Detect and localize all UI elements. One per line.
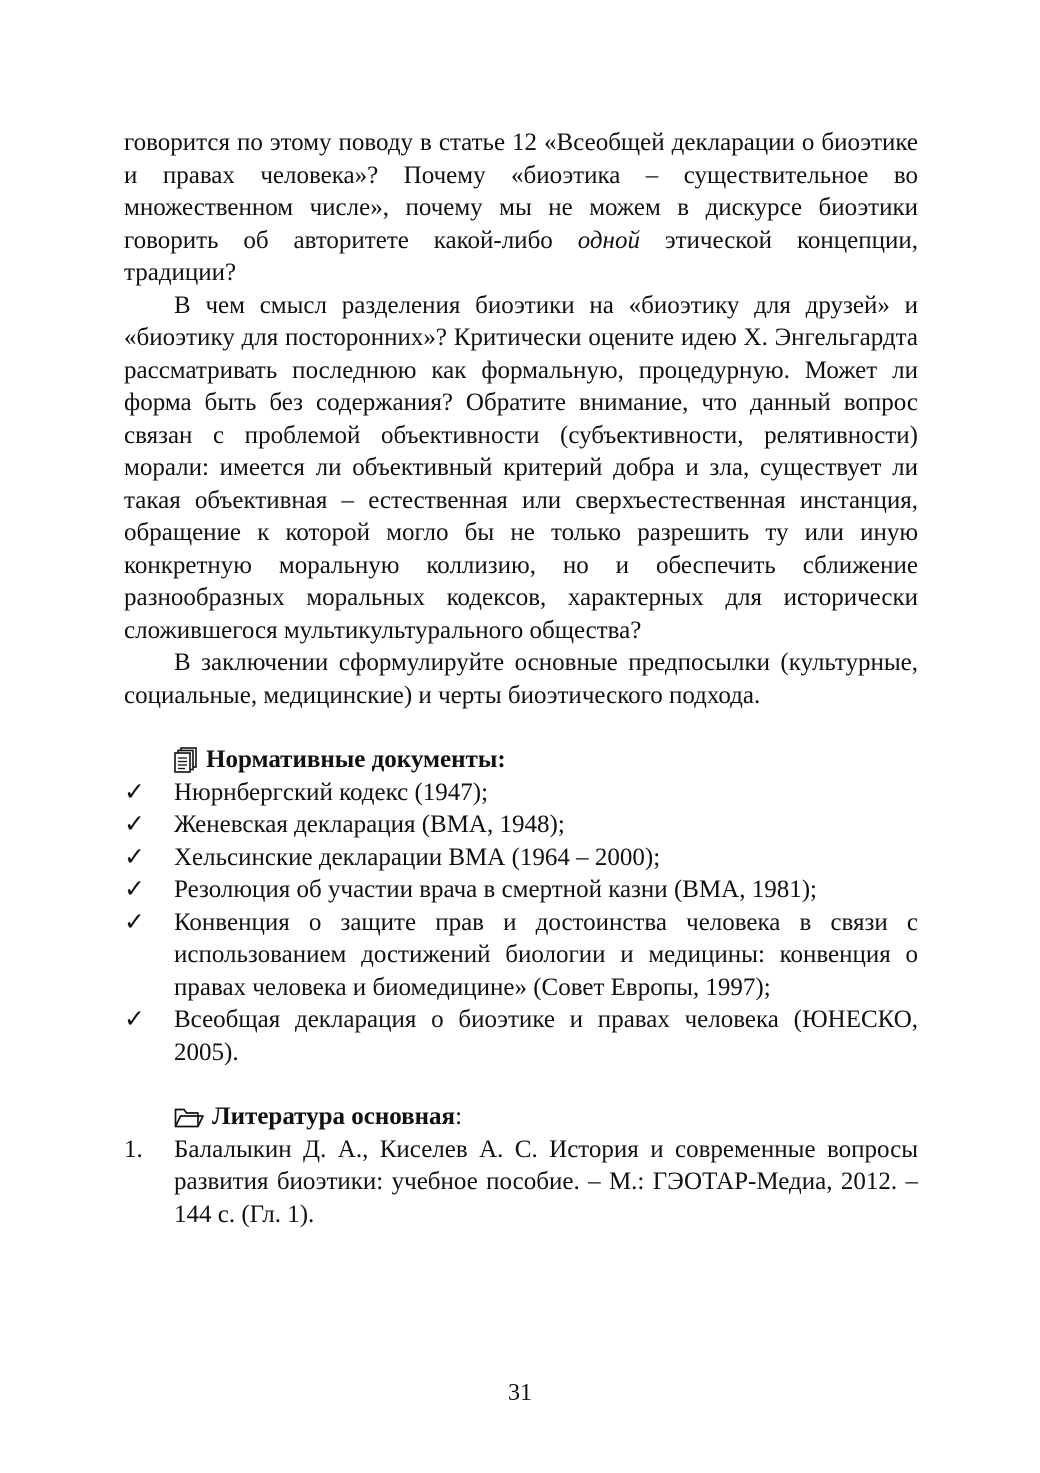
heading-colon: :: [455, 1103, 463, 1130]
heading-text: Нормативные документы:: [206, 746, 506, 773]
literature-heading: [174, 1101, 918, 1134]
check-mark-icon: ✓: [124, 1006, 145, 1033]
list-item: ✓ Нюрнбергский кодекс (1947);: [124, 777, 918, 810]
list-item: 1. Балалыкин Д. А., Киселев А. С. История и современные вопросы развития биоэтики: учебное пособие. – М.: ГЭОТАР-Медиа, 2012. – 144 с. (Гл. 1).: [124, 1135, 918, 1228]
italic-emphasis: одной: [577, 226, 640, 254]
folder-icon: [174, 1106, 204, 1128]
body-text: [124, 127, 918, 1231]
paragraph-bioethics-friends: В чем смысл разделения биоэтики на «биоэтику для друзей» и «биоэтику для посторонних»? Критически оцените идею Х. Энгельгардта рассматривать последнюю как формальную, процедурную. Может ли форма быть без содержания? Обратите внимание, что данный вопрос связан с проблемой объективности (субъективности, релятивности) морали: имеется ли объективный критерий добра и зла, существует ли такая объективная – естественная или сверхъестественная инстанция, обращение к которой могло бы не только разрешить ту или иную конкретную моральную коллизию, но и обеспечить сближение разнообразных моральных кодексов, характерных для исторически сложившегося мультикультурального общества?: [124, 291, 918, 644]
check-mark-icon: ✓: [124, 876, 145, 903]
normative-documents-list: [124, 777, 918, 1070]
check-mark-icon: ✓: [124, 908, 145, 936]
check-mark-icon: ✓: [124, 778, 145, 806]
page-number: 31: [508, 1380, 532, 1406]
literature-list: [124, 1134, 918, 1232]
check-mark-icon: ✓: [124, 843, 145, 871]
list-item: ✓ Резолюция об участии врача в смертной казни (ВМА, 1981);: [124, 874, 918, 907]
paragraph-conclusion: В заключении сформулируйте основные предпосылки (культурные, социальные, медицинские) и черты биоэтического подхода.: [124, 649, 918, 709]
normative-documents-heading: [174, 744, 918, 777]
list-item: ✓ Всеобщая декларация о биоэтике и правах человека (ЮНЕСКО, 2005).: [124, 1006, 918, 1066]
list-item: ✓ Женевская декларация (ВМА, 1948);: [124, 809, 918, 842]
heading-text: Литература основная: [212, 1103, 456, 1130]
documents-icon: [174, 747, 198, 773]
check-mark-icon: ✓: [124, 811, 145, 838]
item-number: 1.: [124, 1135, 143, 1163]
list-item: ✓ Хельсинские декларации ВМА (1964 – 2000);: [124, 842, 918, 875]
list-item: ✓ Конвенция о защите прав и достоинства человека в связи с использованием достижений биологии и медицины: конвенция о правах человека и биомедицине» (Совет Европы, 1997);: [124, 908, 918, 1001]
paragraph-article-12: говорится по этому поводу в статье 12 «Всеобщей декларации о биоэтике и правах человека»? Почему «биоэтика – существительное во множественном числе», почему мы не можем в дискурсе биоэтики говорить об авторитете какой-либо одной этической концепции, традиции?: [124, 129, 918, 286]
